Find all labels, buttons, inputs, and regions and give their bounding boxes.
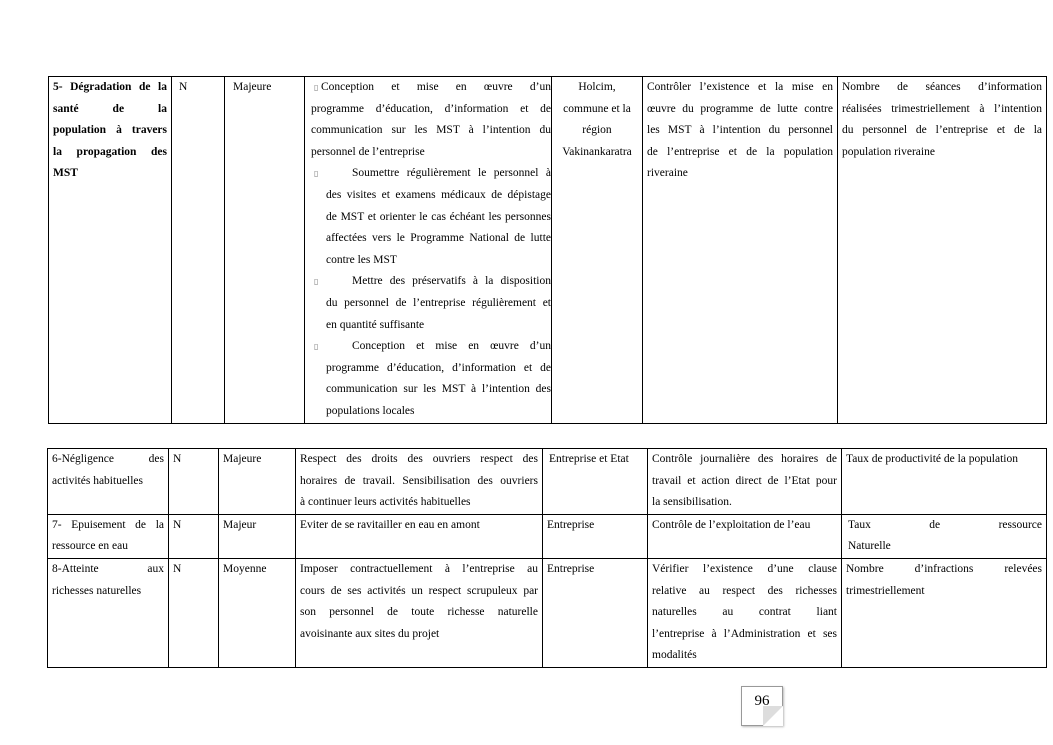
page-fold-icon — [763, 706, 783, 726]
indicator-cell: Nombre d’infractions relevées trimestriellement — [842, 558, 1047, 667]
measure-item: ▯ Soumettre régulièrement le personnel à des visites et examens médicaux de dépistage de MST et orienter le cas échéant les personnes affectées vers le Programme National de lutte contre les MST — [311, 163, 551, 271]
measure-item: ▯ Mettre des préservatifs à la disposition du personnel de l’entreprise régulièrement et en quantité suffisante — [311, 271, 551, 336]
severity-cell: Moyenne — [219, 558, 296, 667]
table-row — [49, 77, 1047, 424]
measures-cell: Respect des droits des ouvriers respect des horaires de travail. Sensibilisation des ouvriers à continuer leurs activités habituelles — [296, 449, 543, 515]
control-cell: Contrôler l’existence et la mise en œuvre du programme de lutte contre les MST à l’intention du personnel de l’entreprise et de la population riveraine — [643, 77, 838, 424]
mitigation-table-1 — [48, 76, 1047, 424]
responsible-cell: Holcim, commune et la région Vakinankaratra — [552, 77, 643, 424]
page-number: 96 — [741, 686, 783, 726]
impact-cell: 6-Négligence des activités habituelles — [48, 449, 169, 515]
level-cell: N — [172, 77, 225, 424]
impact-cell: 8-Atteinte aux richesses naturelles — [48, 558, 169, 667]
control-cell: Contrôle journalière des horaires de travail et action direct de l’Etat pour la sensibilisation. — [648, 449, 842, 515]
responsible-cell: Entreprise et Etat — [543, 449, 648, 515]
table-row — [48, 558, 1047, 667]
level-cell: N — [169, 514, 219, 558]
indicator-cell: Taux de ressource Naturelle — [842, 514, 1047, 558]
severity-cell: Majeure — [219, 449, 296, 515]
measure-item: ▯ Conception et mise en œuvre d’un — [311, 77, 551, 99]
control-cell: Vérifier l’existence d’une clause relative au respect des richesses naturelles au contrat liant l’entreprise à l’Administration et ses modalités — [648, 558, 842, 667]
table-row — [48, 514, 1047, 558]
severity-cell: Majeur — [219, 514, 296, 558]
measures-cell: ▯ Conception et mise en œuvre d’un programme d’éducation, d’information et de communication sur les MST à l’intention du personnel de l’entreprise ▯ Soumettre régulièrement le personnel à des visites et examens médicaux de dépistage de MST et orienter le cas échéant les personnes affectées vers le Programme National de lutte contre les MST ▯ Mettre des préservatifs à la disposition du personnel de l’entreprise régulièrement et en quantité suffisante ▯ Conception et mise en œuvre d’un programme d’éducation, d’information et de communication sur les MST à l’intention des populations locales — [305, 77, 552, 424]
bullet-icon: ▯ — [314, 277, 319, 287]
bullet-icon: ▯ — [314, 83, 319, 92]
control-cell: Contrôle de l’exploitation de l’eau — [648, 514, 842, 558]
impact-cell: 7- Epuisement de la ressource en eau — [48, 514, 169, 558]
measures-cell: Eviter de se ravitailler en eau en amont — [296, 514, 543, 558]
responsible-cell: Entreprise — [543, 514, 648, 558]
responsible-cell: Entreprise — [543, 558, 648, 667]
indicator-cell: Nombre de séances d’information réalisées trimestriellement à l’intention du personnel de l’entreprise et de la population riveraine — [838, 77, 1047, 424]
measures-cell: Imposer contractuellement à l’entreprise au cours de ses activités un respect scrupuleux par son personnel de toute richesse naturelle avoisinante aux sites du projet — [296, 558, 543, 667]
bullet-icon: ▯ — [314, 169, 319, 179]
measure-item: ▯ Conception et mise en œuvre d’un programme d’éducation, d’information et de communication sur les MST à l’intention des populations locales — [311, 336, 551, 422]
impact-cell: 5- Dégradation de la santé de la population à travers la propagation des MST — [49, 77, 172, 424]
indicator-cell: Taux de productivité de la population — [842, 449, 1047, 515]
severity-cell: Majeure — [225, 77, 305, 424]
bullet-icon: ▯ — [314, 342, 319, 352]
table-row — [48, 449, 1047, 515]
mitigation-table-2 — [47, 448, 1047, 668]
level-cell: N — [169, 449, 219, 515]
level-cell: N — [169, 558, 219, 667]
